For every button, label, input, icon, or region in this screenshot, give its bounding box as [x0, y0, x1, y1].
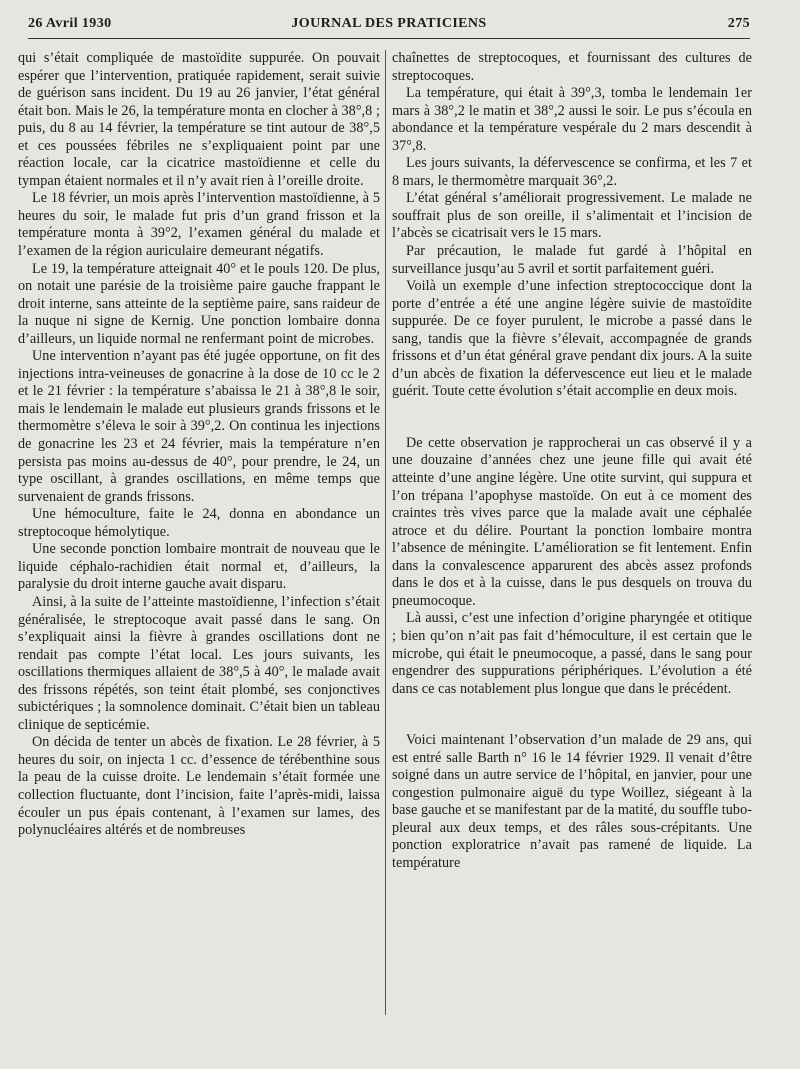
paragraph: La température, qui était à 39°,3, tomba le lendemain 1er mars à 38°,2 le matin et 38°,2 aussi le soir. Le pus s’écoula en abondance et la température vespérale du 2 mars descendit à 37°,8. [392, 85, 752, 154]
column-divider [385, 50, 386, 1015]
paragraph: Le 18 février, un mois après l’intervention mastoïdienne, à 5 heures du soir, le malade fut pris d’un grand frisson et la température monta à 39°2, l’examen général du malade et l’examen de la région auriculaire demeurant négatifs. [18, 190, 380, 260]
journal-title: JOURNAL DES PRATICIENS [291, 16, 487, 31]
issue-date: 26 Avril 1930 [28, 16, 112, 31]
section-gap [392, 401, 752, 435]
paragraph: Une seconde ponction lombaire montrait de nouveau que le liquide céphalo-rachidien était normal et, d’ailleurs, la paralysie du droit interne gauche avait disparu. [18, 541, 380, 593]
section-gap [392, 698, 752, 732]
paragraph: chaînettes de streptocoques, et fournissant des cultures de streptocoques. [392, 50, 752, 84]
left-column [18, 50, 380, 1050]
paragraph: Ainsi, à la suite de l’atteinte mastoïdienne, l’infection s’était généralisée, le streptocoque avait passé dans le sang. On s’expliquait ainsi la fièvre à grandes oscillations dont ne rendait pas compte l’état local. Les jours suivants, les oscillations thermiques allaient de 38°,5 à 40°, le malade avait des frissons répétés, son teint était plombé, ses conjonctives subictériques ; la somnolence dominait. C’était bien un tableau clinique de septicémie. [18, 593, 380, 733]
paragraph: Une hémoculture, faite le 24, donna en abondance un streptocoque hémolytique. [18, 506, 380, 540]
page-number: 275 [727, 16, 750, 31]
paragraph: Là aussi, c’est une infection d’origine pharyngée et otitique ; bien qu’on n’ait pas fait d’hémoculture, il est certain que le microbe, qui était le pneumocoque, a passé, dans le sang pour engendrer des suppurations périphériques. L’évolution a été dans ce cas notablement plus longue que dans le précédent. [392, 610, 752, 697]
right-column [392, 50, 752, 1050]
paragraph: On décida de tenter un abcès de fixation. Le 28 février, à 5 heures du soir, on injecta 1 cc. d’essence de térébenthine sous la peau de la cuisse droite. Le lendemain s’était formée une collection fluctuante, dont l’incision, faite l’après-midi, laissa écouler un pus épais contenant, à l’examen sur lames, des polynucléaires altérés et de nombreuses [18, 734, 380, 839]
paragraph: qui s’était compliquée de mastoïdite suppurée. On pouvait espérer que l’intervention, pratiquée rapidement, serait suivie de guérison sans incident. Du 19 au 26 janvier, l’état général était bon. Mais le 26, la température monta en clocher à 38°,8 ; puis, du 8 au 14 février, la température se tint autour de 38°,5 et ces poussées fébriles ne s’expliquaient point par une réaction locale, car la cicatrice mastoïdienne et celle du tympan étaient normales et il n’y avait rien à l’oreille droite. [18, 50, 380, 189]
paragraph: L’état général s’améliorait progressivement. Le malade ne souffrait plus de son oreille, il s’alimentait et l’incision de l’abcès se cicatrisait vers le 15 mars. [392, 190, 752, 242]
paragraph: Voici maintenant l’observation d’un malade de 29 ans, qui est entré salle Barth n° 16 le 14 février 1929. Il venait d’être soigné dans un autre service de l’hôpital, en janvier, pour une congestion pulmonaire aiguë du type Woillez, siégeant à la base gauche et se manifestant par de la matité, du souffle tubo-pleural aux deux temps, et des râles sous-crépitants. Une ponction exploratrice n’avait pas ramené de liquide. La température [392, 732, 752, 871]
paragraph: Par précaution, le malade fut gardé à l’hôpital en surveillance jusqu’au 5 avril et sortit parfaitement guéri. [392, 243, 752, 277]
paragraph: De cette observation je rapprocherai un cas observé il y a une douzaine d’années chez une jeune fille qui avait été atteinte d’une angine légère. Une otite survint, qui suppura et l’on trépana l’apophyse mastoïde. On eut à ce moment des craintes très vives parce que la malade avait une céphalée atroce et du délire. Pourtant la ponction lombaire montra l’absence de méningite. L’amélioration se fit lentement. Enfin dans la convalescence apparurent des abcès assez profonds dans le dos et à la cuisse, dans le pus desquels on trouva du pneumocoque. [392, 434, 752, 609]
paragraph: Le 19, la température atteignait 40° et le pouls 120. De plus, on notait une parésie de la troisième paire gauche frappant le droit interne, sans atteinte de la septième paire, sans raideur de la nuque ni signe de Kernig. Une ponction lombaire donna d’ailleurs, un liquide normal ne renfermant point de microbes. [18, 260, 380, 347]
paragraph: Une intervention n’ayant pas été jugée opportune, on fit des injections intra-veineuses de gonacrine à la dose de 10 cc le 2 et le 21 février : la température s’abaissa le 21 à 38°,8 le soir, mais le lendemain le malade eut plusieurs grands frissons et le thermomètre s’éleva le soir à 39°,2. On continua les injections de gonacrine les 23 et 24 février, mais la température n’en persista pas moins au-dessus de 40°, pour prendre, le 24, un type oscillant, à grandes oscillations, en même temps que survenaient de grands frissons. [18, 348, 380, 505]
page-header [28, 14, 750, 39]
paragraph: Voilà un exemple d’une infection streptococcique dont la porte d’entrée a été une angine légère suivie de mastoïdite suppurée. De ce foyer purulent, le microbe a passé dans le sang, tandis que la fièvre s’élevait, accompagnée de grands frissons et d’un état général grave pendant dix jours. A la suite d’un abcès de fixation la défervescence eut lieu et le malade guérit. Toute cette évolution s’était accomplie en deux mois. [392, 278, 752, 400]
paragraph: Les jours suivants, la défervescence se confirma, et les 7 et 8 mars, le thermomètre marquait 36°,2. [392, 155, 752, 189]
